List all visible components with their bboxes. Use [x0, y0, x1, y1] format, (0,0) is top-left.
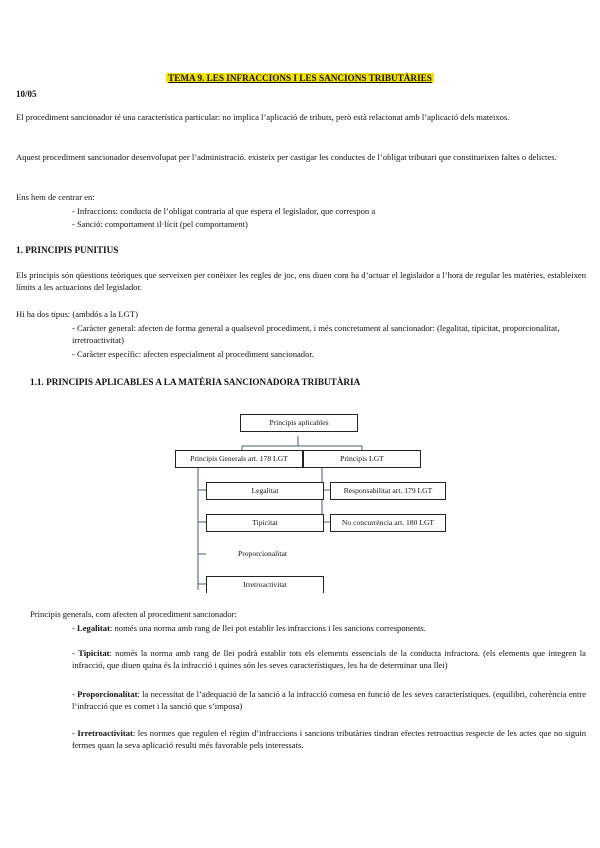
- general-item-legalitat: - Legalitat: només una norma amb rang de llei pot establir les infraccions i les sancions corresponents.: [72, 623, 426, 633]
- diagram-general-principles-box: Principis Generals art. 178 LGT: [175, 450, 303, 468]
- focus-item-sancio: - Sanció: comportament il·lícit (pel comportament): [72, 219, 248, 229]
- types-intro: Hi ha dos tipus: (ambdós a la LGT): [16, 309, 138, 319]
- general-principles-intro: Principis generals, com afecten al procediment sancionador:: [30, 609, 237, 619]
- section-1-1-heading: 1.1. PRINCIPIS APLICABLES A LA MATÈRIA SANCIONADORA TRIBUTÀRIA: [30, 377, 361, 387]
- diagram-no-concurrencia-box: No concurrència art. 180 LGT: [330, 514, 446, 532]
- diagram-irretroactivitat-box: Irretroactivitat: [206, 576, 324, 593]
- diagram-lgt-principles-box: Principis LGT: [303, 450, 421, 468]
- intro-paragraph-1: El procediment sancionador té una característica particular: no implica l’aplicació de tributs, però està relacionat amb l’aplicació dels mateixos.: [16, 112, 510, 122]
- diagram-proporcionalitat-label: Proporcionalitat: [238, 549, 287, 558]
- intro-paragraph-2: Aquest procediment sancionador desenvolupat per l’administració. existeix per castigar les conductes de l’obligat tributari que constitueixen faltes o delictes.: [16, 152, 557, 162]
- types-item-specific: - Caràcter específic: afecten especialment al procediment sancionador.: [72, 349, 314, 359]
- diagram-responsabilitat-box: Responsabilitat art. 179 LGT: [330, 482, 446, 500]
- focus-item-infraccions: - Infraccions: conducta de l’obligat contraria al que espera el legislador, que correspon a: [72, 206, 376, 216]
- section-1-heading: 1. PRINCIPIS PUNITIUS: [16, 245, 119, 255]
- diagram-root-box: Principis aplicables: [240, 414, 358, 432]
- section-1-text: Els principis són qüestions teòriques que serveixen per conèixer les regles de joc, ens diuen com ha d’actuar el legislador a l’hora de regular les matèries, estableixen límits a les actuacions del legislador.: [16, 270, 586, 292]
- general-item-irretroactivitat: - Irretroactivitat: les normes que regulen el règim d’infraccions i sancions tributàries tindran efectes retroactius respecte de les actes que no siguin fermes quan la seva aplicació resulti més favorable pels interessats.: [72, 728, 586, 750]
- general-item-tipicitat: - Tipicitat: només la norma amb rang de llei podrà establir tots els elements essencials de la conducta infractora. (els elements que integren la infracció, que diuen quina és la infracció i quines són les seves característiques, les ha de determinar una llei): [72, 648, 586, 670]
- focus-intro: Ens hem de centrar en:: [16, 192, 95, 202]
- diagram-legalitat-box: Legalitat: [206, 482, 324, 500]
- diagram-tipicitat-box: Tipicitat: [206, 514, 324, 532]
- document-title: TEMA 9. LES INFRACCIONS I LES SANCIONS TRIBUTÀRIES: [168, 73, 432, 83]
- document-date: 10/05: [16, 89, 37, 99]
- types-item-general: - Caràcter general: afecten de forma general a qualsevol procediment, i més concretament al sancionador: (legalitat, tipicitat, proporcionalitat, irretroactivitat): [72, 323, 560, 345]
- general-item-proporcionalitat: - Proporcionalitat: la necessitat de l’adequació de la sanció a la infracció comesa en funció de les seves característiques. (equilibri, coherència entre l’infracció que es comet i la sanció que s’imposa): [72, 689, 587, 711]
